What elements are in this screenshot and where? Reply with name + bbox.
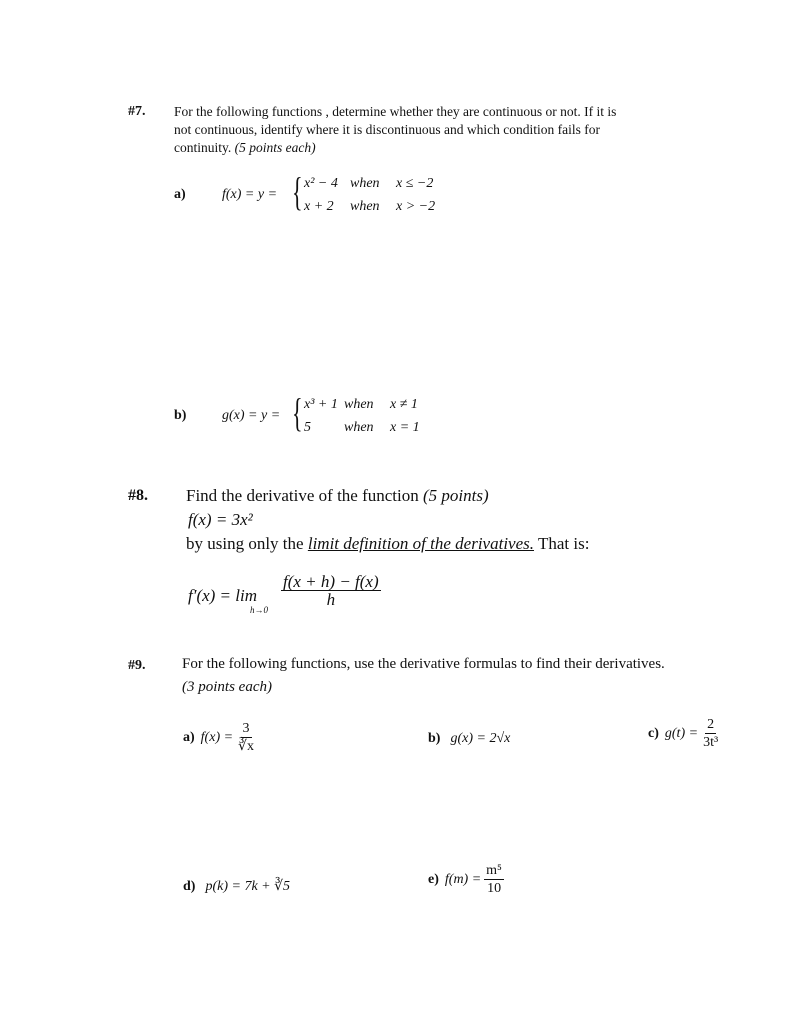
- q9e: [428, 862, 504, 897]
- q9a-den: ∛x: [238, 739, 254, 754]
- q8-definition-lhs: f′(x) = lim: [188, 586, 258, 605]
- q9c-label: c): [648, 725, 659, 741]
- q7b-case2-when: when: [344, 420, 374, 435]
- q9-number: #9.: [128, 658, 146, 673]
- q8-function: f(x) = 3x²: [188, 510, 253, 529]
- q8-method-line: [186, 534, 589, 554]
- q9a-num: 3: [242, 721, 250, 736]
- q9b: [428, 729, 510, 747]
- q7a-case2-cond: x > −2: [396, 199, 436, 214]
- q9d-label: d): [183, 879, 196, 894]
- q8-number: #8.: [128, 487, 148, 504]
- q7a-label: a): [174, 187, 186, 202]
- q9c-num: 2: [707, 717, 715, 732]
- q7-instructions-line3: [174, 139, 674, 157]
- q7b-case1-expr: x³ + 1: [304, 397, 338, 412]
- q9e-den: 10: [487, 881, 502, 896]
- q9-instruction: For the following functions, use the derivative formulas to find their derivatives.: [182, 656, 665, 672]
- q8-instruction: Find the derivative of the function: [186, 486, 419, 505]
- q7b-brace: {: [292, 390, 303, 435]
- q7a-lhs: f(x) = y =: [222, 187, 278, 202]
- q7-instructions: [174, 103, 674, 157]
- q8-method-emph: limit definition of the derivatives.: [307, 534, 534, 553]
- q7-number: #7.: [128, 104, 146, 119]
- q7a-brace: {: [292, 169, 303, 214]
- q9c-lhs: g(t) =: [664, 725, 699, 741]
- q7b-case1-cond: x ≠ 1: [390, 397, 418, 412]
- q8-definition-sub: h→0: [250, 605, 268, 615]
- q7b-case1-when: when: [344, 397, 374, 412]
- q7a-case2-when: when: [350, 199, 380, 214]
- q9e-num: m⁵: [486, 863, 502, 878]
- q7b-lhs: g(x) = y =: [222, 408, 281, 423]
- q9a-lhs: f(x) =: [200, 729, 234, 745]
- q7-continuity-word: continuity.: [174, 140, 232, 155]
- q8-definition-num: f(x + h) − f(x): [283, 572, 379, 591]
- q9-points-line: [182, 679, 272, 696]
- q7a-case2-expr: x + 2: [304, 199, 334, 214]
- q7a-case1-expr: x² − 4: [304, 176, 338, 191]
- q9d-expr: p(k) = 7k + ∛5: [205, 879, 291, 894]
- q9a-label: a): [183, 729, 195, 745]
- q9e-lhs: f(m) =: [444, 871, 482, 887]
- q9c-den: 3t³: [703, 735, 719, 750]
- q7a-case1-cond: x ≤ −2: [396, 176, 434, 191]
- q7b-case2-expr: 5: [304, 420, 311, 435]
- q8-instruction-line: [186, 486, 489, 506]
- q9b-label: b): [428, 731, 441, 746]
- q7-points: (5 points each): [234, 140, 316, 155]
- q8-points: (5 points): [423, 486, 489, 505]
- q8-definition-fraction: [281, 573, 381, 608]
- q8-method-suffix: That is:: [537, 534, 590, 553]
- q7b-label: b): [174, 408, 187, 423]
- q9a: [183, 720, 256, 755]
- q8-definition-den: h: [326, 590, 336, 609]
- q9b-expr: g(x) = 2√x: [450, 731, 511, 746]
- q9d: [183, 877, 290, 895]
- q8-method-prefix: by using only the: [186, 534, 304, 553]
- q7-instructions-line2: not continuous, identify where it is discontinuous and which condition fails for: [174, 122, 600, 137]
- q9-points: (3 points each): [182, 679, 272, 695]
- q7-instructions-line1: For the following functions , determine whether they are continuous or not. If it is: [174, 104, 617, 119]
- q7a-case1-when: when: [350, 176, 380, 191]
- q9e-label: e): [428, 871, 439, 887]
- q9c: [648, 716, 720, 751]
- q7b-case2-cond: x = 1: [390, 420, 420, 435]
